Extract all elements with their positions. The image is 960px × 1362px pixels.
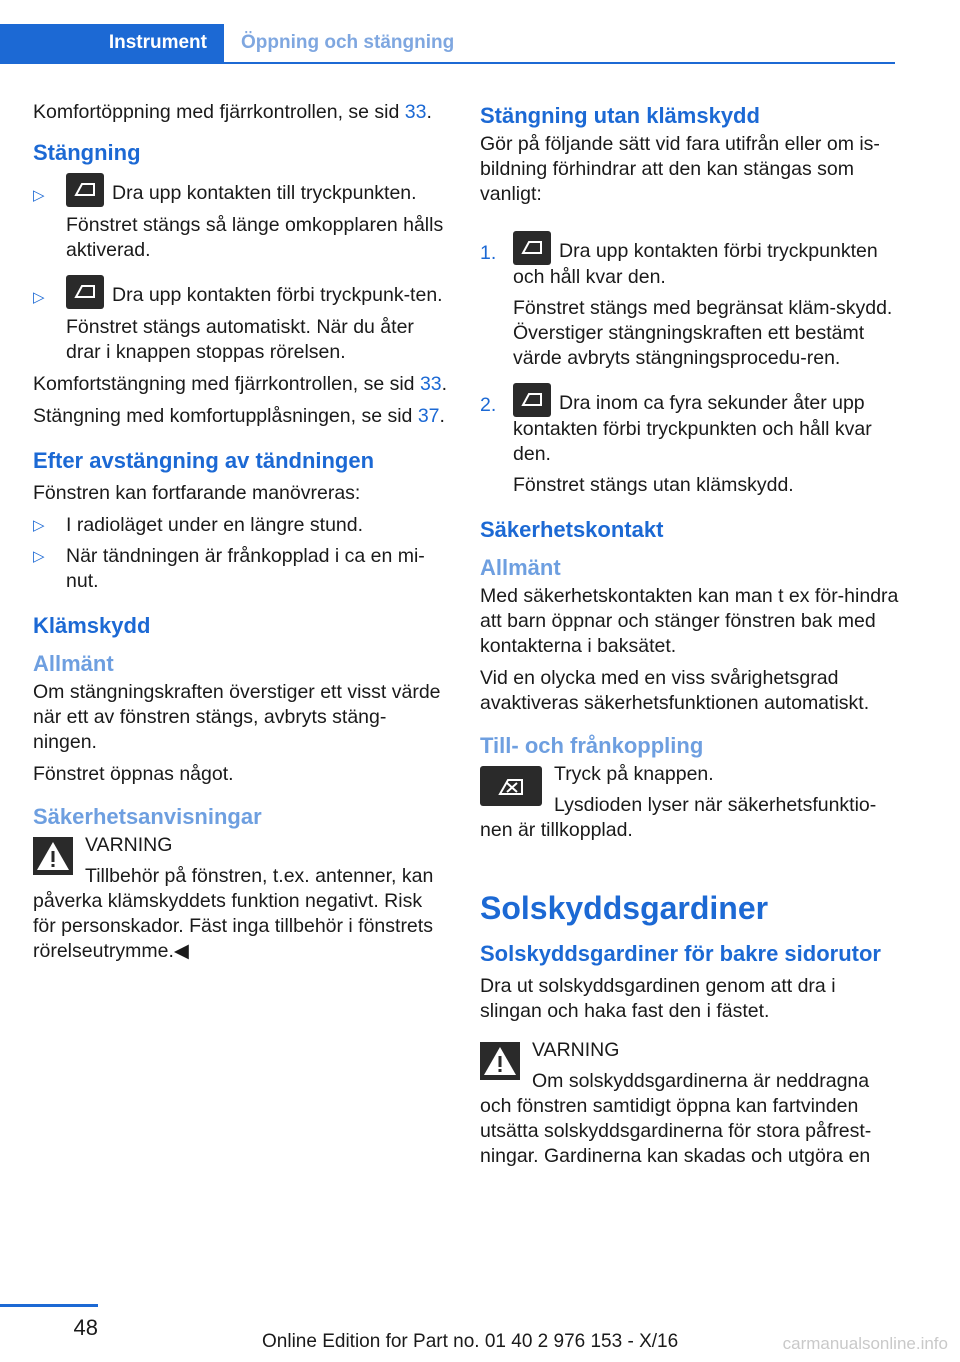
- till-text-b: Lysdioden lyser när säkerhetsfunktio‐nen är tillkopplad.: [480, 794, 877, 841]
- warning-title: VARNING: [532, 1039, 620, 1061]
- heading-solskydd-bakre: Solskyddsgardiner för bakre sidorutor: [480, 941, 881, 966]
- allmant-paragraph: Med säkerhetskontakten kan man t ex för‐hindra att barn öppnar och stänger fönstren bak med kontakterna i baksätet.: [480, 585, 899, 657]
- watermark: carmanualsonline.info: [782, 1334, 948, 1353]
- child-lock-icon: [480, 766, 542, 806]
- page-link[interactable]: 37: [417, 405, 440, 427]
- edition-text: Online Edition for Part no. 01 40 2 976 153 - X/16: [262, 1331, 679, 1352]
- window-switch-icon: [513, 383, 551, 417]
- heading-allmant: Allmänt: [33, 651, 114, 676]
- tab-instrument[interactable]: Instrument: [0, 24, 224, 62]
- header-bar: [0, 24, 895, 64]
- warning-triangle-icon: [33, 837, 73, 875]
- komfort-paragraph: Komfortstängning med fjärrkontrollen, se sid 33.: [33, 373, 448, 395]
- page-number: 48: [73, 1315, 98, 1340]
- efter-paragraph: Fönstren kan fortfarande manövreras:: [33, 482, 361, 504]
- heading-utan-klamskydd: Stängning utan klämskydd: [480, 103, 760, 128]
- warning-text: Tillbehör på fönstren, t.ex. antenner, kan påverka klämskyddets funktion negativt. Risk för personskador. Fäst inga tillbehör i fönstrets rörelseutrymme.◀: [33, 865, 434, 962]
- page-link[interactable]: 33: [419, 373, 442, 395]
- warning-title: VARNING: [85, 834, 173, 856]
- till-text-a: Tryck på knappen.: [554, 763, 714, 785]
- heading-solskyddsgardiner: Solskyddsgardiner: [480, 890, 769, 926]
- warning-text: Om solskyddsgardinerna är neddragna och fönstren samtidigt öppna kan fartvinden utsätta solskyddsgardinerna för stora påfrest‐ningar. Gardinerna kan skadas och utgöra en: [480, 1070, 872, 1167]
- allmant-paragraph: Om stängningskraften överstiger ett visst värde när ett av fönstren stängs, avbryts stäng‐ningen.: [33, 681, 441, 753]
- list-item: ▷ Dra upp kontakten till tryckpunkten. Fönstret stängs så länge omkopplaren hålls aktiverad.: [33, 183, 448, 263]
- bullet-icon: ▷: [33, 187, 45, 204]
- page-link[interactable]: 33: [404, 101, 427, 123]
- window-switch-icon: [66, 275, 104, 309]
- list-item: ▷ I radioläget under en längre stund.: [33, 514, 364, 536]
- list-item: ▷ Dra upp kontakten förbi tryckpunk‐ten. Fönstret stängs automatiskt. När du åter drar i knappen stoppas rörelsen.: [33, 285, 448, 365]
- heading-till-och-frankoppling: Till- och frånkoppling: [480, 733, 704, 758]
- heading-sakerhetsanvisningar: Säkerhetsanvisningar: [33, 804, 262, 829]
- upplas-paragraph: Stängning med komfortupplåsningen, se sid 37.: [33, 405, 445, 427]
- footer-rule: [0, 1304, 98, 1307]
- heading-allmant: Allmänt: [480, 555, 561, 580]
- list-item: 1. Dra upp kontakten förbi tryckpunkten och håll kvar den. Fönstret stängs med begränsat kläm‐skydd. Överstiger stängningskraften ett bestämt värde avbryts stängningsprocedu‐ren.: [480, 241, 900, 371]
- left-column: [33, 100, 448, 971]
- oppnas-paragraph: Fönstret öppnas något.: [33, 763, 234, 785]
- heading-klamskydd: Klämskydd: [33, 613, 151, 638]
- window-switch-icon: [513, 231, 551, 265]
- utan-paragraph: Gör på följande sätt vid fara utifrån eller om is‐bildning förhindrar att den kan stängas som vanligt:: [480, 133, 880, 205]
- heading-sakerhetskontakt: Säkerhetskontakt: [480, 517, 664, 542]
- bullet-icon: ▷: [33, 289, 45, 306]
- right-column: [480, 100, 900, 1176]
- bullet-icon: ▷: [33, 548, 45, 565]
- warning-block: [480, 1038, 900, 1176]
- list-item: ▷ När tändningen är frånkopplad i ca en mi‐nut.: [33, 545, 425, 592]
- intro-paragraph: Komfortöppning med fjärrkontrollen, se sid 33.: [33, 101, 432, 123]
- step-number: 2.: [480, 394, 497, 416]
- olycka-paragraph: Vid en olycka med en viss svårighetsgrad avaktiveras säkerhetsfunktionen automatiskt.: [480, 667, 870, 714]
- window-switch-icon: [66, 173, 104, 207]
- bullet-icon: ▷: [33, 517, 45, 534]
- sol-paragraph: Dra ut solskyddsgardinen genom att dra i slingan och haka fast den i fästet.: [480, 975, 836, 1022]
- list-item: 2. Dra inom ca fyra sekunder åter upp kontakten förbi tryckpunkten och håll kvar den. Fönstret stängs utan klämskydd.: [480, 393, 900, 498]
- tab-oppning[interactable]: Öppning och stängning: [241, 32, 455, 53]
- step-number: 1.: [480, 242, 497, 264]
- heading-stangning: Stängning: [33, 140, 141, 165]
- warning-triangle-icon: [480, 1042, 520, 1080]
- warning-block: [33, 833, 448, 971]
- heading-efter: Efter avstängning av tändningen: [33, 448, 375, 473]
- safety-switch-block: [480, 762, 900, 850]
